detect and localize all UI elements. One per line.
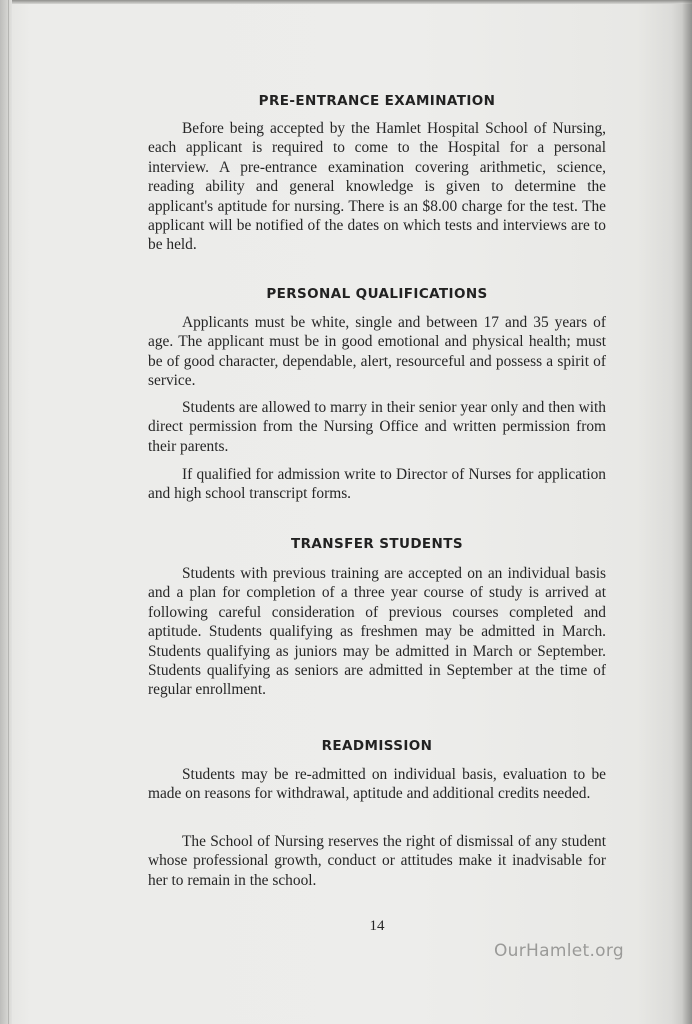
paragraph-qualifications: Applicants must be white, single and between 17 and 35 years of age. The applicant must be in good emotional and physical health; must be of good character, dependable, alert, resourceful and possess a spirit of service.	[148, 314, 606, 390]
page-edge-shadow	[682, 0, 692, 1024]
page-top-edge	[0, 0, 692, 4]
section-heading-pre-entrance: PRE-ENTRANCE EXAMINATION	[258, 93, 496, 109]
paragraph-dismissal: The School of Nursing reserves the right of dismissal of any student whose professional growth, conduct or attitudes make it inadvisable for her to remain in the school.	[148, 833, 606, 889]
watermark: OurHamlet.org	[494, 941, 624, 961]
paragraph-pre-entrance: Before being accepted by the Hamlet Hospital School of Nursing, each applicant is required to come to the Hospital for a personal interview. A pre-entrance examination covering arithmetic, science, reading ability and general knowledge is given to determine the applicant's aptitude for nursing. There is an $8.00 charge for the test. The applicant will be notified of the dates on which tests and interviews are to be held.	[148, 120, 606, 254]
paragraph-marriage-policy: Students are allowed to marry in their senior year only and then with direct permission from the Nursing Office and written permission from their parents.	[148, 399, 606, 455]
section-heading-readmission: READMISSION	[321, 738, 433, 754]
page-number: 14	[369, 918, 385, 934]
section-heading-personal-qualifications: PERSONAL QUALIFICATIONS	[266, 286, 488, 302]
paragraph-transfer-students: Students with previous training are accepted on an individual basis and a plan for completion of a three year course of study is arrived at following careful consideration of previous courses completed and aptitude. Students qualifying as freshmen may be admitted in March. Students qualifying as juniors may be admitted in March or September. Students qualifying as seniors are admitted in September at the time of regular enrollment.	[148, 565, 606, 699]
page-binding	[0, 0, 12, 1024]
paragraph-application-forms: If qualified for admission write to Director of Nurses for application and high school transcript forms.	[148, 466, 606, 503]
section-heading-transfer-students: TRANSFER STUDENTS	[291, 536, 463, 552]
paragraph-readmission: Students may be re-admitted on individual basis, evaluation to be made on reasons for withdrawal, aptitude and additional credits needed.	[148, 766, 606, 803]
